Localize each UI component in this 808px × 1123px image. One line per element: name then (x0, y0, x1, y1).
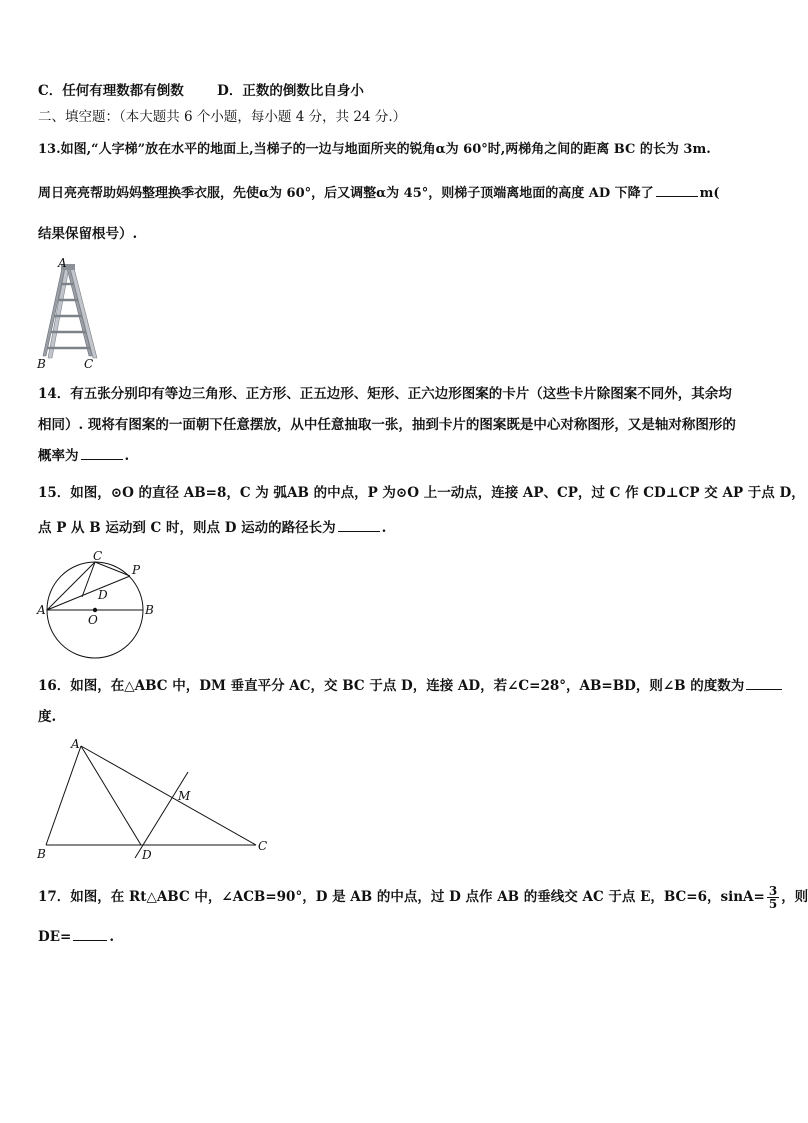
segment-ad (81, 746, 141, 845)
q17-line1-tail: ，则 (781, 889, 808, 905)
q15-line1: 15．如图，⊙O 的直径 AB=8，C 为 弧AB 的中点，P 为⊙O 上一动点，连接 AP、CP，过 C 作 CD⊥CP 交 AP 于点 D， (38, 485, 805, 501)
q16-answer-blank (746, 677, 782, 690)
segment-ap (47, 576, 130, 610)
q13-line2 (38, 184, 720, 203)
q13-answer-blank (656, 184, 698, 197)
q16-line2: 度. (38, 709, 57, 725)
q15-line2-text: 点 P 从 B 运动到 C 时，则点 D 运动的路径长为 (38, 520, 336, 536)
segment-cd (82, 562, 95, 597)
circle-label-b: B (145, 603, 154, 617)
triangle-label-b: B (37, 847, 46, 861)
circle-label-o: O (88, 613, 98, 627)
q13-line2-tail: m( (699, 186, 720, 201)
ladder-figure (34, 256, 104, 372)
q17-line1 (38, 882, 808, 912)
q17-line2 (38, 928, 114, 946)
q15-line2 (38, 519, 386, 537)
ladder-label-c: C (84, 357, 94, 371)
q15-line2-tail: . (381, 520, 387, 536)
triangle-label-c: C (258, 839, 268, 853)
triangle-label-a: A (71, 737, 80, 751)
q17-answer-blank (73, 928, 107, 941)
option-c: C．任何有理数都有倒数 (38, 83, 184, 99)
circle-figure (34, 550, 160, 660)
side-ab (46, 746, 81, 845)
q17-line2-text: DE= (38, 929, 72, 945)
q14-line3-tail: . (124, 448, 130, 464)
q14-line3-text: 概率为 (38, 448, 79, 464)
q14-line2: 相同）. 现将有图案的一面朝下任意摆放，从中任意抽取一张，抽到卡片的图案既是中心对称图形，又是轴对称图形的 (38, 417, 736, 433)
q16-line1-text: 16．如图，在△ABC 中，DM 垂直平分 AC，交 BC 于点 D，连接 AD，若∠C=28°，AB=BD，则∠B 的度数为 (38, 678, 745, 694)
q14-line3 (38, 447, 129, 465)
triangle-figure (34, 734, 274, 864)
q17-line1-text: 17．如图，在 Rt△ABC 中，∠ACB=90°，D 是 AB 的中点，过 D 点作 AB 的垂线交 AC 于点 E，BC=6，sinA= (38, 889, 765, 905)
center-point (93, 608, 97, 612)
fraction-numerator: 3 (768, 884, 778, 898)
ladder-label-b: B (37, 357, 46, 371)
segment-cp (95, 562, 130, 576)
circle-label-a: A (37, 603, 46, 617)
fraction-denominator: 5 (768, 897, 778, 911)
circle-label-p: P (132, 563, 141, 577)
q13-line3: 结果保留根号）. (38, 226, 138, 242)
q15-answer-blank (338, 519, 380, 532)
option-d: D．正数的倒数比自身小 (217, 83, 364, 99)
triangle-label-d: D (142, 848, 152, 862)
ladder-label-a: A (58, 256, 67, 270)
triangle-label-m: M (178, 789, 191, 803)
circle-label-c: C (93, 549, 103, 563)
segment-ac (47, 562, 95, 610)
q17-line2-tail: . (109, 929, 115, 945)
ladder-drawing (43, 264, 97, 358)
q16-line1 (38, 677, 784, 695)
side-ac (81, 746, 256, 845)
q14-answer-blank (81, 447, 123, 460)
q13-line1: 13.如图,“人字梯”放在水平的地面上,当梯子的一边与地面所夹的锐角α为 60°时,两梯角之间的距离 BC 的长为 3m. (38, 142, 711, 157)
q14-line1: 14．有五张分别印有等边三角形、正方形、正五边形、矩形、正六边形图案的卡片（这些卡片除图案不同外，其余均 (38, 386, 732, 402)
q13-line2-text: 周日亮亮帮助妈妈整理换季衣服，先使α为 60°，后又调整α为 45°，则梯子顶端离地面的高度 AD 下降了 (38, 186, 654, 201)
circle-label-d: D (98, 588, 108, 602)
section-heading: 二、填空题：（本大题共 6 个小题，每小题 4 分，共 24 分.） (38, 109, 407, 125)
sin-fraction (767, 885, 779, 910)
option-c-line (38, 82, 364, 100)
